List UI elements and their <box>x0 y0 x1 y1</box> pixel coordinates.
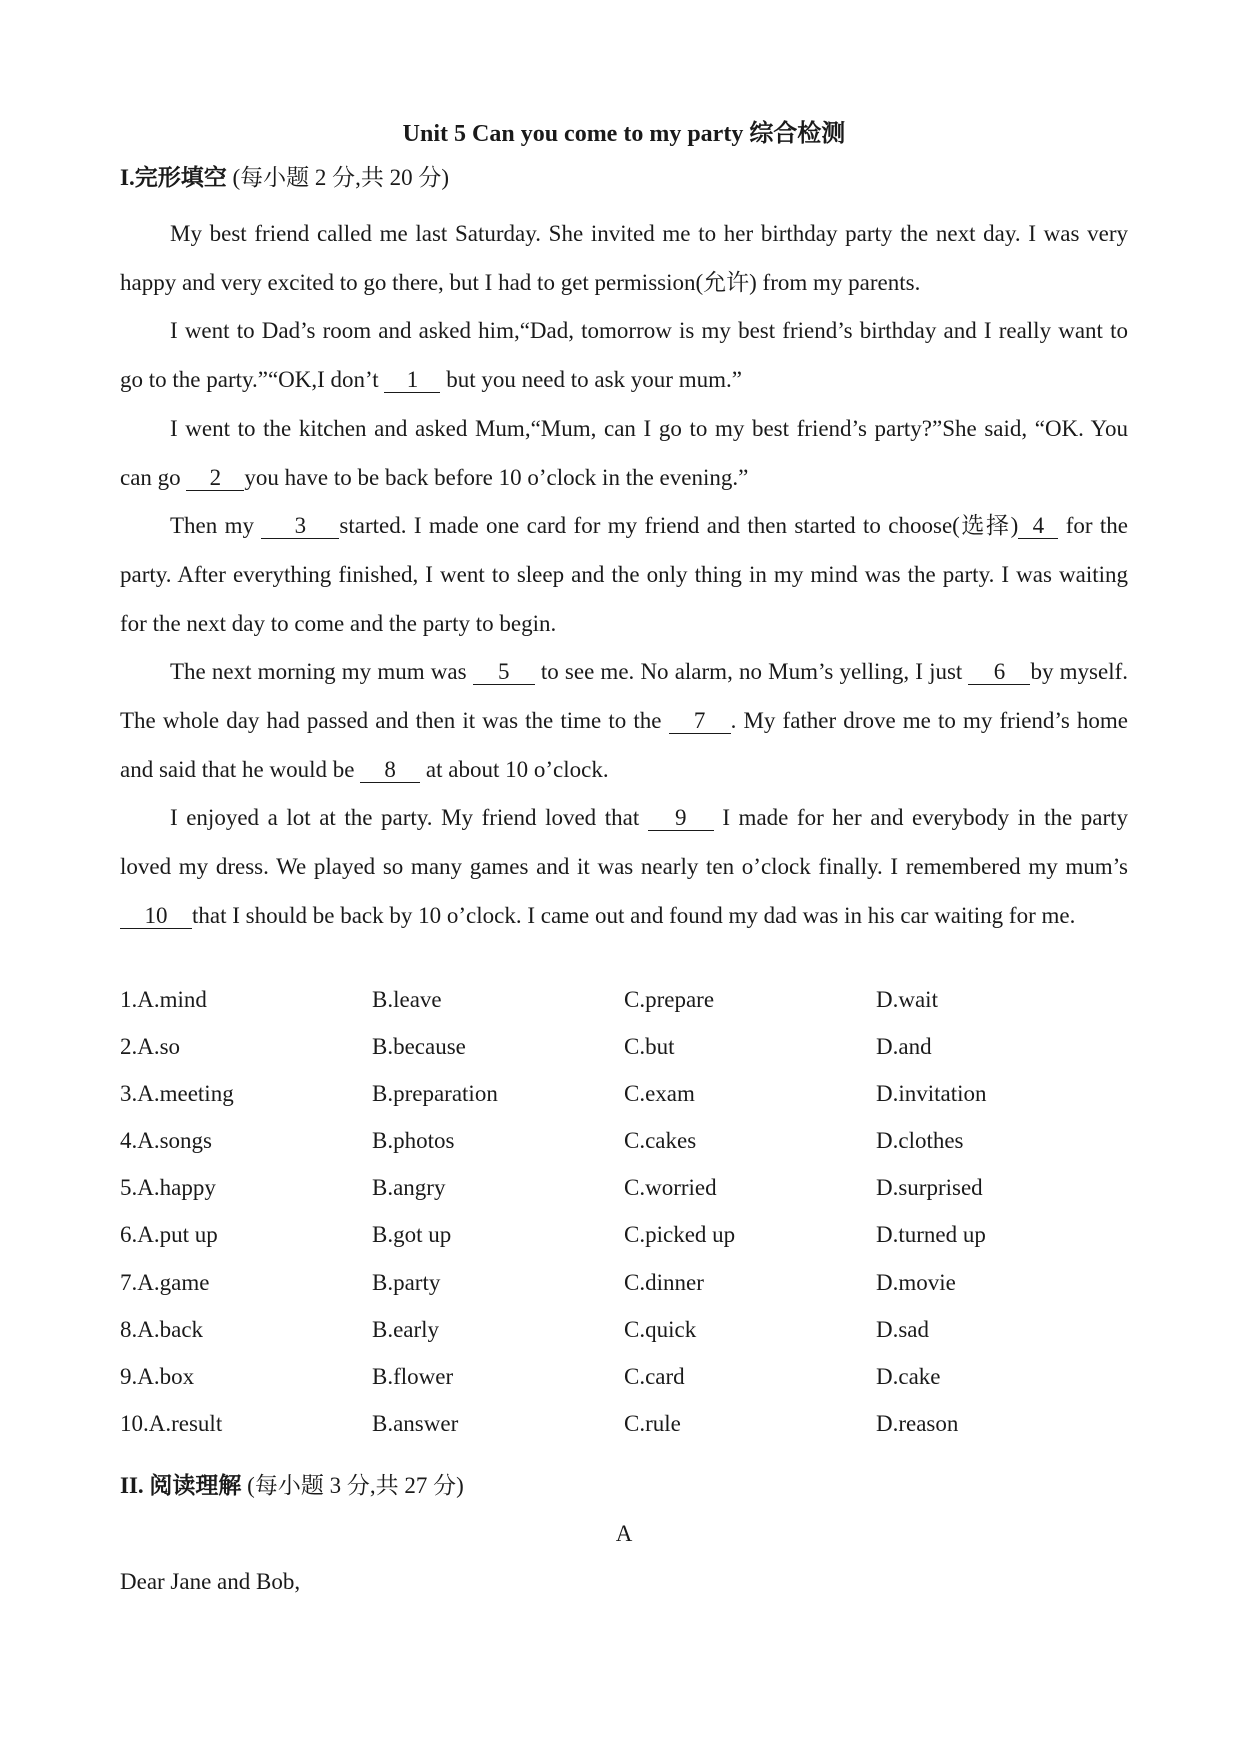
blank-1: 1 <box>384 368 440 393</box>
blank-10: 10 <box>120 904 192 929</box>
blank-3: 3 <box>261 514 339 539</box>
paragraph-text: I went to Dad’s room and asked him,“Dad, tomorrow is my best friend’s birthday and I really want to go to the party.”“OK,I don’t <box>120 318 1128 393</box>
blank-8: 8 <box>360 758 420 783</box>
option-c: C.rule <box>624 1410 681 1436</box>
option-b: B.photos <box>372 1128 455 1154</box>
option-a: 5.A.happy <box>120 1175 216 1201</box>
option-b: B.got up <box>372 1222 452 1248</box>
option-a: 8.A.back <box>120 1316 204 1342</box>
blank-2: 2 <box>186 466 244 491</box>
paragraph-text: to see me. No alarm, no Mum’s yelling, I just <box>534 659 969 685</box>
option-a: 9.A.box <box>120 1363 195 1389</box>
option-row-1 <box>120 984 1128 1031</box>
answer-options <box>120 984 1128 1455</box>
section-2-heading <box>120 1470 464 1502</box>
option-row-4 <box>120 1125 1128 1172</box>
section-2-label: II. 阅读理解 <box>120 1473 242 1498</box>
option-row-7 <box>120 1267 1128 1314</box>
passage-paragraph-6 <box>120 794 1128 940</box>
option-b: B.party <box>372 1269 441 1295</box>
paragraph-text: Then my <box>170 513 262 539</box>
paragraph-text: for the party. After everything finished, I went to sleep and the only thing in my mind was the party. I was waiting for the next day to come and the party to begin. <box>120 513 1128 636</box>
option-row-10 <box>120 1408 1128 1455</box>
passage-paragraph-2 <box>120 307 1128 404</box>
option-c: C.card <box>624 1363 685 1389</box>
section-1-note: (每小题 2 分,共 20 分) <box>226 165 450 190</box>
letter-salutation: Dear Jane and Bob, <box>120 1569 301 1594</box>
option-c: C.quick <box>624 1316 697 1342</box>
option-a: 7.A.game <box>120 1269 210 1295</box>
document-title: Unit 5 Can you come to my party 综合检测 <box>402 121 846 147</box>
option-d: D.clothes <box>876 1128 964 1154</box>
paragraph-text: . My father drove me to my friend’s home and said that he would be <box>120 708 1128 782</box>
option-row-8 <box>120 1314 1128 1361</box>
option-d: D.sad <box>876 1316 930 1342</box>
paragraph-text: I made for her and everybody in the party loved my dress. We played so many games and it was nearly ten o’clock finally. I remembered my mum’s <box>120 805 1128 880</box>
blank-7: 7 <box>669 709 731 734</box>
option-a: 6.A.put up <box>120 1222 218 1248</box>
paragraph-text: you have to be back before 10 o’clock in the evening.” <box>244 464 749 490</box>
option-a: 10.A.result <box>120 1410 223 1436</box>
section-1-heading <box>120 162 449 194</box>
option-d: D.wait <box>876 987 938 1012</box>
passage-paragraph-1 <box>120 210 1128 307</box>
option-d: D.reason <box>876 1410 959 1436</box>
passage-paragraph-4 <box>120 502 1128 648</box>
option-b: B.angry <box>372 1175 446 1201</box>
option-a: 4.A.songs <box>120 1128 213 1154</box>
option-d: D.cake <box>876 1363 941 1389</box>
option-b: B.preparation <box>372 1081 498 1107</box>
paragraph-text: that I should be back by 10 o’clock. I came out and found my dad was in his car waiting for me. <box>192 902 1076 928</box>
option-d: D.movie <box>876 1269 956 1295</box>
paragraph-text: My best friend called me last Saturday. She invited me to her birthday party the next day. I was very happy and very excited to go there, but I had to get permission(允许) from my parents. <box>120 221 1128 295</box>
option-c: C.worried <box>624 1175 717 1201</box>
reading-part-label: A <box>615 1521 633 1546</box>
section-2-note: (每小题 3 分,共 27 分) <box>241 1473 464 1498</box>
option-b: B.early <box>372 1316 440 1342</box>
option-a: 1.A.mind <box>120 987 207 1012</box>
blank-6: 6 <box>968 660 1030 685</box>
passage-paragraph-5 <box>120 648 1128 794</box>
paragraph-text: I went to the kitchen and asked Mum,“Mum, can I go to my best friend’s party?”She said, “OK. You can go <box>120 415 1128 490</box>
option-d: D.surprised <box>876 1175 983 1201</box>
option-row-2 <box>120 1031 1128 1078</box>
option-row-3 <box>120 1078 1128 1125</box>
option-a: 3.A.meeting <box>120 1081 234 1107</box>
option-d: D.and <box>876 1034 932 1060</box>
option-row-6 <box>120 1219 1128 1266</box>
paragraph-text: by myself. The whole day had passed and then it was the time to the <box>120 659 1128 734</box>
passage-paragraph-3 <box>120 405 1128 502</box>
paragraph-text: I enjoyed a lot at the party. My friend loved that <box>170 805 648 831</box>
option-c: C.prepare <box>624 987 715 1012</box>
option-b: B.because <box>372 1034 466 1060</box>
option-d: D.invitation <box>876 1081 987 1107</box>
paragraph-text: The next morning my mum was <box>170 659 473 685</box>
blank-5: 5 <box>473 660 535 685</box>
blank-9: 9 <box>648 806 714 831</box>
paragraph-text: at about 10 o’clock. <box>420 756 609 782</box>
cloze-passage <box>120 210 1128 941</box>
paragraph-text: but you need to ask your mum.” <box>440 367 742 393</box>
option-c: C.cakes <box>624 1128 697 1154</box>
option-a: 2.A.so <box>120 1034 181 1060</box>
option-row-9 <box>120 1361 1128 1408</box>
option-b: B.leave <box>372 987 442 1012</box>
option-row-5 <box>120 1172 1128 1219</box>
section-1-label: I.完形填空 <box>120 165 227 190</box>
paragraph-text: started. I made one card for my friend and then started to choose(选择) <box>339 513 1019 539</box>
option-c: C.dinner <box>624 1269 704 1295</box>
option-c: C.but <box>624 1034 675 1060</box>
option-b: B.answer <box>372 1410 459 1436</box>
option-c: C.picked up <box>624 1222 736 1248</box>
option-d: D.turned up <box>876 1222 986 1248</box>
option-b: B.flower <box>372 1363 454 1389</box>
blank-4: 4 <box>1018 514 1058 539</box>
option-c: C.exam <box>624 1081 695 1107</box>
